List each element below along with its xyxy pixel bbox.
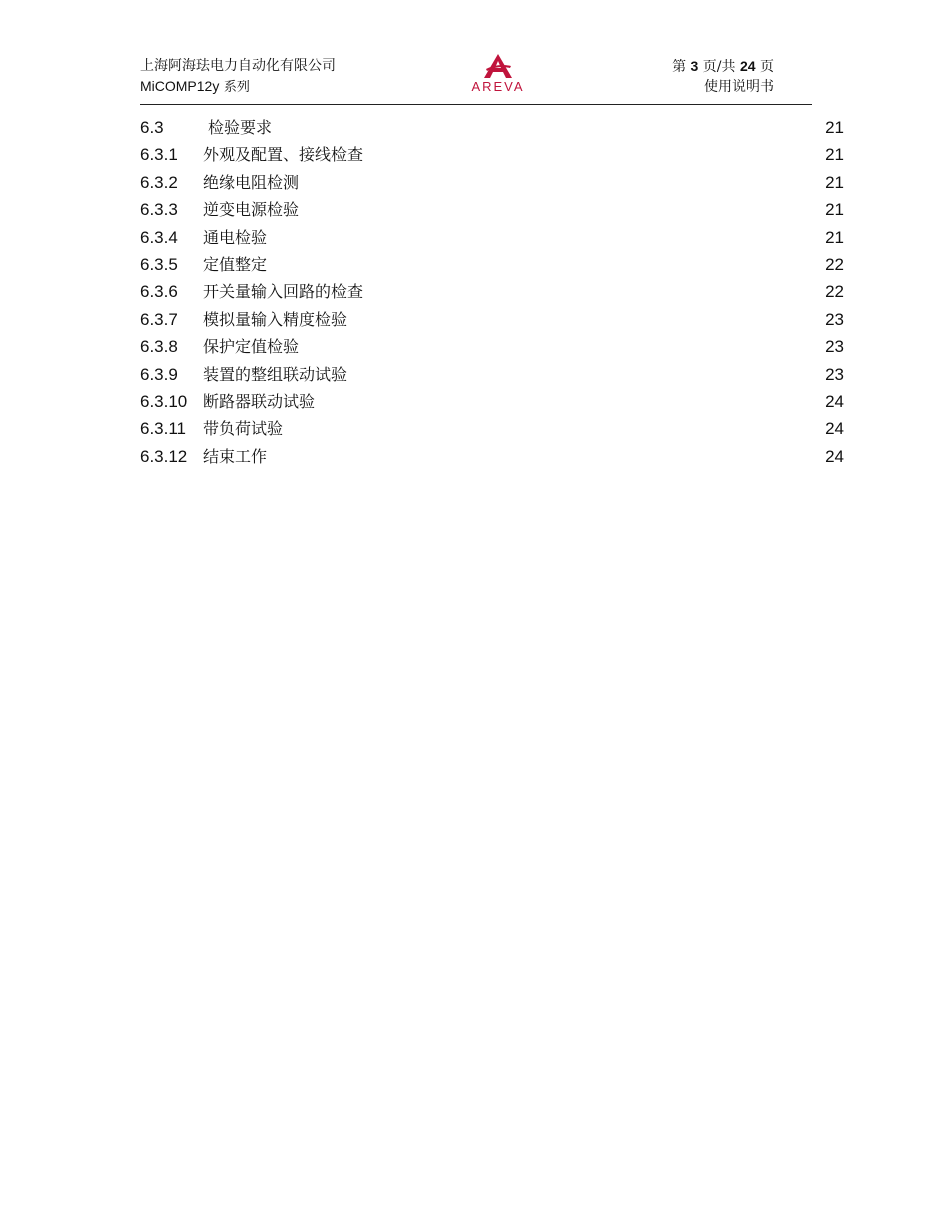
toc-page: 23 bbox=[825, 337, 844, 357]
toc-entry[interactable] bbox=[140, 333, 844, 360]
toc-title: 装置的整组联动试验 bbox=[203, 364, 348, 384]
toc-entry[interactable] bbox=[140, 278, 844, 305]
toc-entry[interactable] bbox=[140, 306, 844, 333]
table-of-contents bbox=[140, 114, 844, 470]
page-prefix: 第 bbox=[672, 59, 687, 75]
company-name: 上海阿海珐电力自动化有限公司 bbox=[140, 58, 336, 74]
series-suffix: 系列 bbox=[223, 80, 250, 95]
toc-title: 断路器联动试验 bbox=[203, 391, 316, 411]
page-indicator bbox=[672, 56, 774, 77]
toc-entry[interactable] bbox=[140, 141, 844, 168]
toc-entry[interactable] bbox=[140, 224, 844, 251]
header-right bbox=[672, 56, 774, 97]
toc-entry[interactable] bbox=[140, 361, 844, 388]
toc-entry[interactable] bbox=[140, 196, 844, 223]
toc-number: 6.3.2 bbox=[140, 172, 178, 192]
logo-text: AREVA bbox=[471, 79, 525, 94]
toc-entry[interactable] bbox=[140, 415, 844, 442]
toc-entry[interactable] bbox=[140, 251, 844, 278]
toc-number: 6.3.12 bbox=[140, 446, 188, 466]
toc-number: 6.3.10 bbox=[140, 391, 188, 411]
toc-number: 6.3.7 bbox=[140, 309, 178, 329]
toc-page: 22 bbox=[825, 254, 844, 274]
areva-logo-icon bbox=[481, 54, 515, 78]
toc-title: 绝缘电阻检测 bbox=[203, 172, 300, 192]
toc-entry[interactable] bbox=[140, 169, 844, 196]
toc-number: 6.3.3 bbox=[140, 200, 178, 220]
toc-title: 结束工作 bbox=[203, 446, 268, 466]
toc-title: 保护定值检验 bbox=[203, 337, 300, 357]
toc-title: 模拟量输入精度检验 bbox=[203, 309, 348, 329]
toc-title: 外观及配置、接线检查 bbox=[203, 145, 364, 165]
toc-title: 通电检验 bbox=[203, 227, 268, 247]
toc-page: 21 bbox=[825, 227, 844, 247]
page-current: 3 bbox=[690, 58, 699, 74]
areva-logo bbox=[460, 54, 536, 98]
page-total: 24 bbox=[739, 58, 756, 74]
toc-page: 22 bbox=[825, 282, 844, 302]
toc-title: 定值整定 bbox=[203, 254, 268, 274]
toc-number: 6.3.6 bbox=[140, 282, 178, 302]
toc-title: 开关量输入回路的检查 bbox=[203, 282, 364, 302]
toc-number: 6.3.8 bbox=[140, 337, 178, 357]
toc-title: 带负荷试验 bbox=[203, 419, 284, 439]
toc-entry[interactable] bbox=[140, 388, 844, 415]
toc-entry[interactable] bbox=[140, 114, 844, 141]
toc-number: 6.3.9 bbox=[140, 364, 178, 384]
page-suffix: 页 bbox=[760, 59, 774, 75]
toc-number: 6.3.5 bbox=[140, 254, 178, 274]
toc-number: 6.3.1 bbox=[140, 145, 178, 165]
toc-page: 21 bbox=[825, 118, 844, 137]
toc-number: 6.3.11 bbox=[140, 419, 187, 439]
toc-page: 21 bbox=[825, 172, 844, 192]
toc-title: 检验要求 bbox=[208, 118, 273, 137]
product-series bbox=[140, 76, 336, 98]
toc-title: 逆变电源检验 bbox=[203, 200, 300, 220]
doc-type: 使用说明书 bbox=[704, 79, 774, 95]
header-left bbox=[140, 56, 336, 98]
page-mid: 页/共 bbox=[702, 59, 736, 75]
toc-page: 24 bbox=[825, 446, 844, 466]
toc-page: 24 bbox=[825, 419, 844, 439]
toc-number: 6.3 bbox=[140, 118, 164, 137]
toc-entry[interactable] bbox=[140, 443, 844, 470]
toc-page: 21 bbox=[825, 145, 844, 165]
toc-page: 23 bbox=[825, 364, 844, 384]
toc-page: 24 bbox=[825, 391, 844, 411]
toc-page: 23 bbox=[825, 309, 844, 329]
toc-page: 21 bbox=[825, 200, 844, 220]
page-header bbox=[140, 54, 812, 105]
toc-number: 6.3.4 bbox=[140, 227, 178, 247]
series-model: MiCOMP12y bbox=[140, 78, 220, 94]
